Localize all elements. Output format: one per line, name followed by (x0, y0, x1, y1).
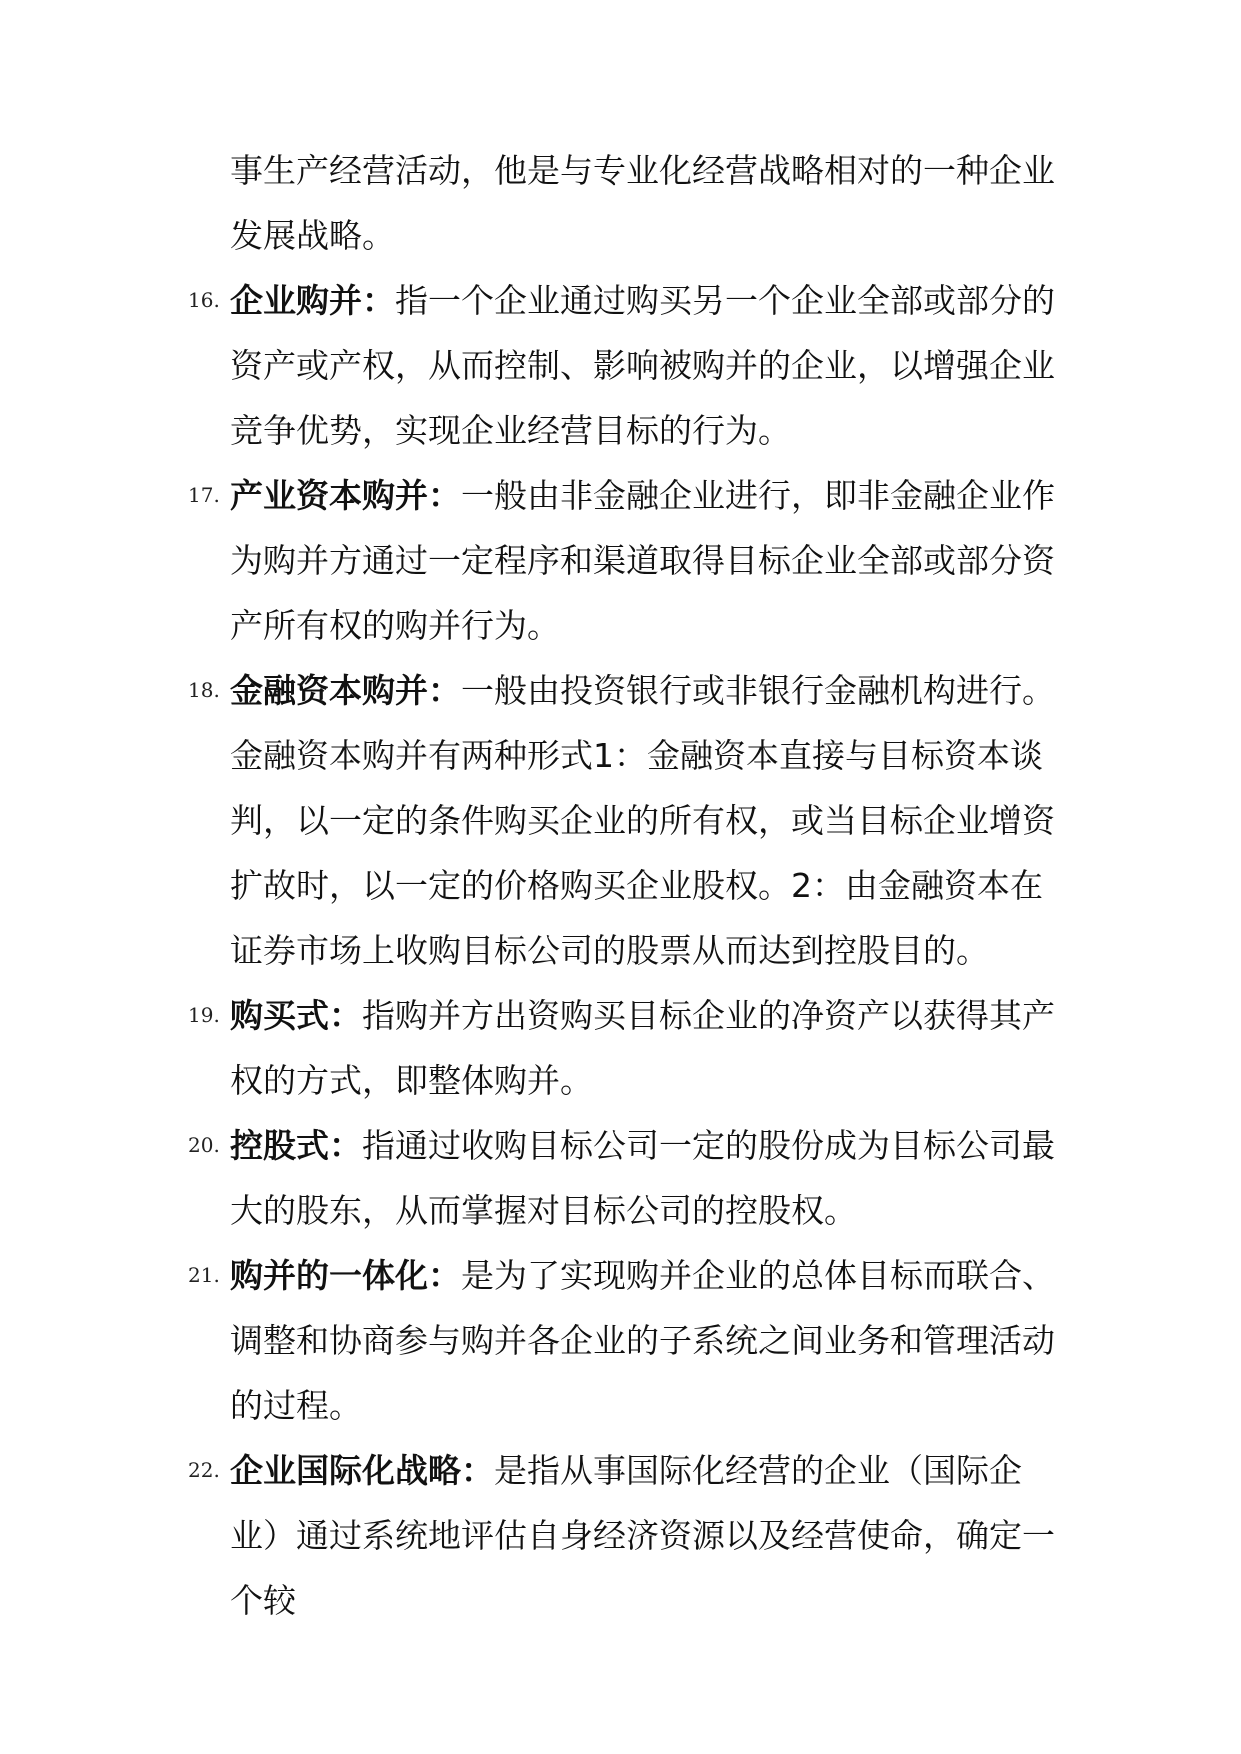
item-number: 16. (188, 288, 220, 312)
item-number: 22. (188, 1458, 220, 1482)
list-item (188, 1113, 1060, 1243)
list-item (188, 268, 1060, 463)
list-item (188, 983, 1060, 1113)
item-definition: 一般由投资银行或非银行金融机构进行。金融资本购并有两种形式1：金融资本直接与目标资本谈判，以一定的条件购买企业的所有权，或当目标企业增资扩故时，以一定的价格购买企业股权。2：由金融资本在证券市场上收购目标公司的股票从而达到控股目的。 (230, 671, 1055, 970)
continuation-paragraph: 事生产经营活动，他是与专业化经营战略相对的一种企业发展战略。 (230, 151, 1055, 255)
item-number: 18. (188, 678, 220, 702)
item-term: 企业购并： (230, 281, 395, 320)
item-number: 17. (188, 483, 220, 507)
item-term: 购并的一体化： (230, 1256, 461, 1295)
item-term: 产业资本购并： (230, 476, 461, 515)
item-term: 企业国际化战略： (230, 1451, 494, 1490)
item-term: 金融资本购并： (230, 671, 461, 710)
list-item (188, 658, 1060, 983)
item-definition: 指购并方出资购买目标企业的净资产以获得其产权的方式，即整体购并。 (230, 996, 1055, 1100)
item-term: 控股式： (230, 1126, 362, 1165)
item-definition: 是为了实现购并企业的总体目标而联合、调整和协商参与购并各企业的子系统之间业务和管理活动的过程。 (230, 1256, 1055, 1425)
item-number: 19. (188, 1003, 220, 1027)
list-item (188, 463, 1060, 658)
item-definition: 指通过收购目标公司一定的股份成为目标公司最大的股东，从而掌握对目标公司的控股权。 (230, 1126, 1055, 1230)
item-definition: 是指从事国际化经营的企业（国际企业）通过系统地评估自身经济资源以及经营使命，确定一个较 (230, 1451, 1055, 1620)
item-number: 21. (188, 1263, 220, 1287)
list-item (188, 1243, 1060, 1438)
item-definition: 一般由非金融企业进行，即非金融企业作为购并方通过一定程序和渠道取得目标企业全部或部分资产所有权的购并行为。 (230, 476, 1055, 645)
item-term: 购买式： (230, 996, 362, 1035)
item-number: 20. (188, 1133, 220, 1157)
item-definition: 指一个企业通过购买另一个企业全部或部分的资产或产权，从而控制、影响被购并的企业，以增强企业竞争优势，实现企业经营目标的行为。 (230, 281, 1055, 450)
list-item (188, 1438, 1060, 1633)
page-content (0, 138, 1241, 1633)
